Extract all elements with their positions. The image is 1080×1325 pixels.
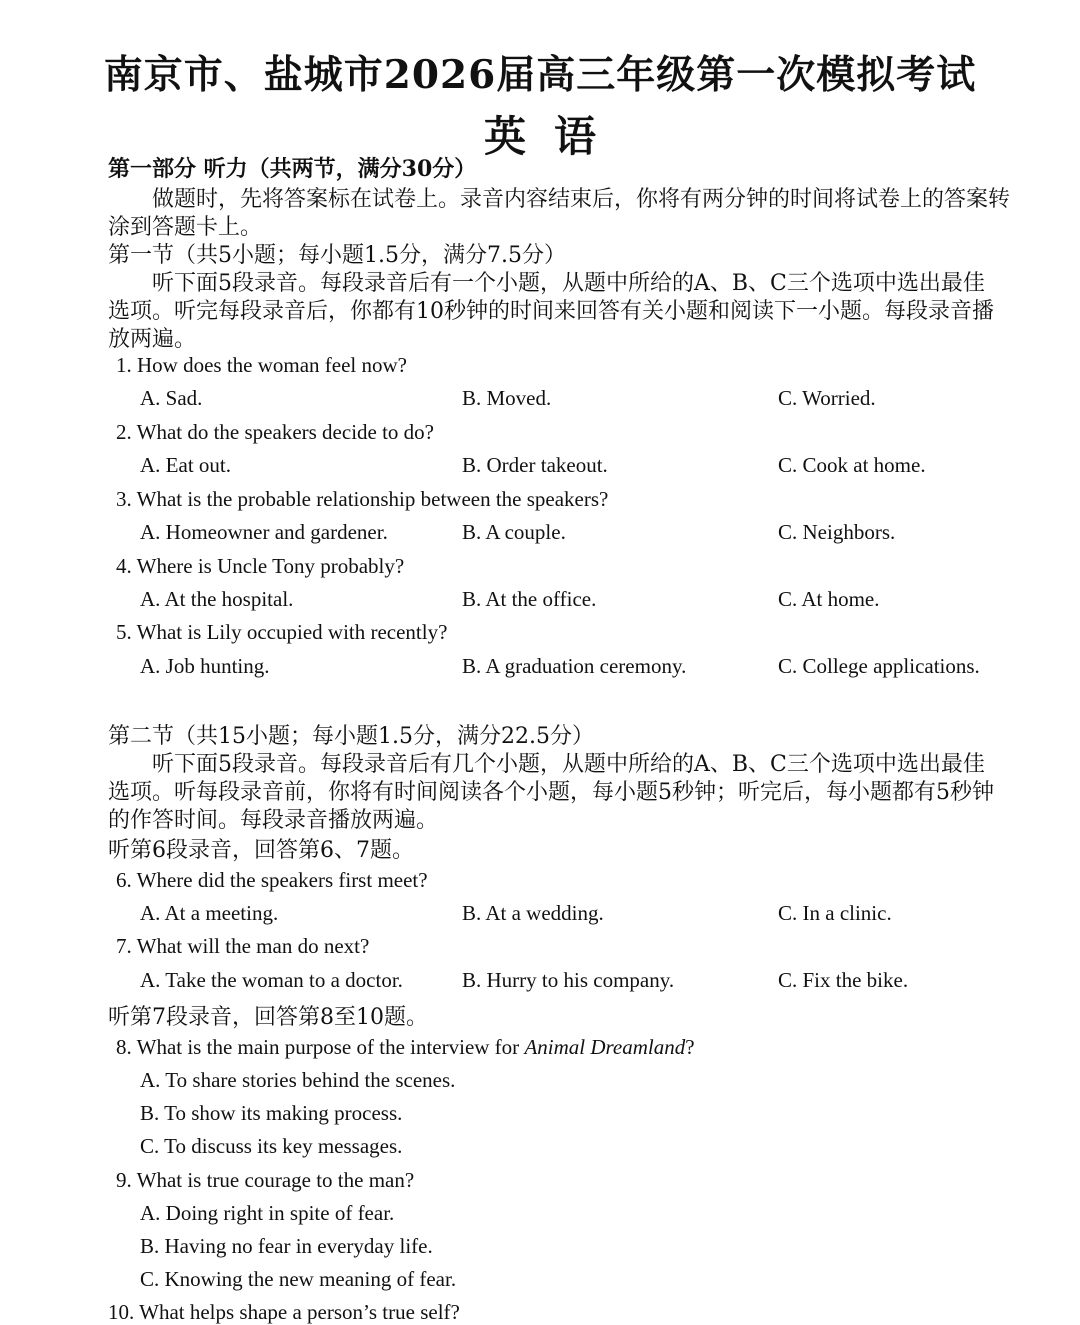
option-5a: A. Job hunting.	[140, 654, 270, 678]
option-6a: A. At a meeting.	[140, 901, 279, 925]
option-4a: A. At the hospital.	[140, 587, 294, 611]
option-1b: B. Moved.	[462, 386, 552, 410]
question-7: 7. What will the man do next?	[116, 934, 370, 958]
question-10: 10. What helps shape a person’s true self?	[108, 1300, 460, 1324]
option-2a: A. Eat out.	[140, 453, 231, 477]
question-5: 5. What is Lily occupied with recently?	[116, 620, 448, 644]
option-4b: B. At the office.	[462, 587, 597, 611]
option-5c: C. College applications.	[778, 654, 980, 678]
question-6: 6. Where did the speakers first meet?	[116, 868, 428, 892]
section2-intro-line1: 听下面5段录音。每段录音后有几个小题，从题中所给的A、B、C三个选项中选出最佳	[152, 752, 985, 777]
option-4c: C. At home.	[778, 587, 880, 611]
option-6c: C. In a clinic.	[778, 901, 892, 925]
question-8-title: Animal Dreamland	[524, 1035, 686, 1059]
section1-heading: 第一节（共5小题；每小题1.5分，满分7.5分）	[108, 243, 566, 268]
section2-heading: 第二节（共15小题；每小题1.5分，满分22.5分）	[108, 724, 594, 749]
option-1c: C. Worried.	[778, 386, 876, 410]
question-9: 9. What is true courage to the man?	[116, 1168, 415, 1192]
part1-heading: 第一部分 听力（共两节，满分30分）	[108, 156, 477, 182]
subject-title: 英语	[483, 112, 624, 161]
exam-title: 南京市、盐城市2026届高三年级第一次模拟考试	[103, 52, 977, 98]
option-9a: A. Doing right in spite of fear.	[140, 1201, 395, 1225]
option-2b: B. Order takeout.	[462, 453, 608, 477]
part1-intro-line2: 涂到答题卡上。	[108, 215, 263, 240]
question-3: 3. What is the probable relationship between the speakers?	[116, 487, 609, 511]
option-8c: C. To discuss its key messages.	[140, 1134, 403, 1158]
option-3a: A. Homeowner and gardener.	[140, 520, 388, 544]
option-2c: C. Cook at home.	[778, 453, 926, 477]
option-8a: A. To share stories behind the scenes.	[140, 1068, 456, 1092]
question-1: 1. How does the woman feel now?	[116, 353, 408, 377]
group6-instruction: 听第6段录音，回答第6、7题。	[108, 838, 414, 863]
option-7b: B. Hurry to his company.	[462, 968, 675, 992]
option-7a: A. Take the woman to a doctor.	[140, 968, 403, 992]
part1-intro-line1: 做题时，先将答案标在试卷上。录音内容结束后，你将有两分钟的时间将试卷上的答案转	[152, 187, 1011, 212]
option-5b: B. A graduation ceremony.	[462, 654, 687, 678]
question-8-prefix: 8. What is the main purpose of the interview for	[116, 1035, 525, 1059]
option-7c: C. Fix the bike.	[778, 968, 909, 992]
group7-instruction: 听第7段录音，回答第8至10题。	[108, 1005, 428, 1030]
option-3b: B. A couple.	[462, 520, 566, 544]
question-8-suffix: ?	[685, 1035, 695, 1059]
option-6b: B. At a wedding.	[462, 901, 604, 925]
section1-intro-line1: 听下面5段录音。每段录音后有一个小题，从题中所给的A、B、C三个选项中选出最佳	[152, 271, 985, 296]
option-9b: B. Having no fear in everyday life.	[140, 1234, 433, 1258]
question-8	[116, 1035, 695, 1060]
option-1a: A. Sad.	[140, 386, 203, 410]
section1-intro-line3: 放两遍。	[108, 327, 197, 352]
option-3c: C. Neighbors.	[778, 520, 896, 544]
section1-intro-line2: 选项。听完每段录音后，你都有10秒钟的时间来回答有关小题和阅读下一小题。每段录音播	[108, 299, 994, 324]
question-2: 2. What do the speakers decide to do?	[116, 420, 435, 444]
question-4: 4. Where is Uncle Tony probably?	[116, 554, 405, 578]
section2-intro-line2: 选项。听每段录音前，你将有时间阅读各个小题，每小题5秒钟；听完后，每小题都有5秒钟	[108, 780, 994, 805]
section2-intro-line3: 的作答时间。每段录音播放两遍。	[108, 808, 439, 833]
option-9c: C. Knowing the new meaning of fear.	[140, 1267, 457, 1291]
option-8b: B. To show its making process.	[140, 1101, 403, 1125]
